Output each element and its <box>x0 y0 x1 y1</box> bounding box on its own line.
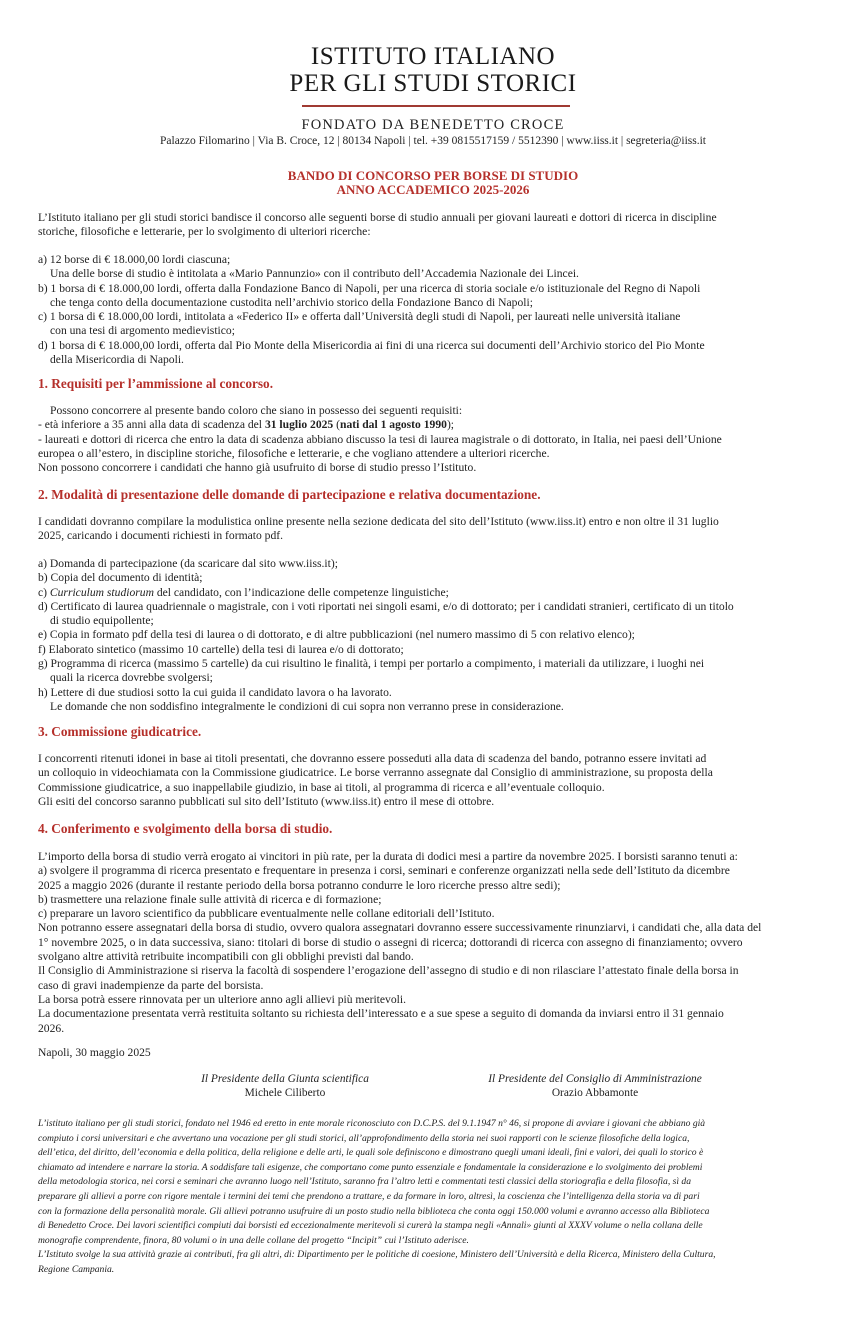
doc-item: b) Copia del documento di identità; <box>38 571 203 585</box>
s1-requirement-age <box>38 418 830 432</box>
doc-item: a) Domanda di partecipazione (da scaricare dal sito www.iiss.it); <box>38 557 338 570</box>
section-2-documents <box>38 557 830 714</box>
s3-line: un colloquio in videochiamata con la Commissione giudicatrice. Le borse verranno assegnate dal Consiglio di amministrazione, su proposta della <box>38 766 713 780</box>
footer-line: dell’etica, del diritto, dell’economia e della politica, della religione e delle arti, le quali sole definiscono e dimostrano quegli umani ideali, fini e valori, dei quali lo storico è <box>38 1147 704 1159</box>
paren-open: ( <box>333 418 340 432</box>
section-2-heading: 2. Modalità di presentazione delle domande di partecipazione e relativa documentazione. <box>38 487 541 502</box>
signature-left <box>140 1072 430 1100</box>
footer-line: chiamato ad intendere e narrare la storia. A soddisfare tali esigenze, che comportano come punto essenziale e fondamentale la considerazione e lo svolgimento dei problemi <box>38 1161 703 1173</box>
footer-line: di Benedetto Croce. Dei lavori scientifici compiuti dai borsisti ed eccezionalmente meritevoli si curerà la stampa negli «Annali» giunti al XXXV volume o nella collana delle <box>38 1220 703 1232</box>
grant-item: d) 1 borsa di € 18.000,00 lordi, offerta dal Pio Monte della Misericordia ai fini di una ricerca sui documenti dell’Archivio storico del Pio Monte <box>38 338 705 352</box>
s1-exclusion: Non possono concorrere i candidati che hanno già usufruito di borse di studio presso l’Istituto. <box>38 461 477 475</box>
grant-item: c) 1 borsa di € 18.000,00 lordi, intitolata a «Federico II» e offerta dall’Università degli studi di Napoli, per laureati nelle università italiane <box>38 310 681 324</box>
doc-item-cont: quali la ricerca dovrebbe svolgersi; <box>50 671 213 685</box>
section-1-body <box>38 404 830 475</box>
institute-name-line2: PER GLI STUDI STORICI <box>289 70 577 97</box>
signature-right <box>440 1072 750 1100</box>
s4-line: La borsa potrà essere rinnovata per un ulteriore anno agli allievi più meritevoli. <box>38 992 406 1006</box>
s4-line: La documentazione presentata verrà restituita soltanto su richiesta dell’interessato e a sue spese a seguito di domanda da inviarsi entro il 31 gennaio <box>38 1007 724 1021</box>
footer-line: L’istituto italiano per gli studi storici, fondato nel 1946 ed eretto in ente morale riconosciuto con D.C.P.S. del 9.1.1947 n° 46, si propone di avviare i giovani che abbiano già <box>38 1118 706 1129</box>
doc-title-line2: ANNO ACCADEMICO 2025-2026 <box>336 182 530 197</box>
footer-line: della metodologia storica, nei corsi e seminari che avranno luogo nell’Istituto, saranno fra l’altro letti e commentati testi classici della storiografia e della filosofia, sì da <box>38 1176 692 1188</box>
footer-note <box>38 1117 830 1278</box>
grant-item-cont: Una delle borse di studio è intitolata a «Mario Pannunzio» con il contributo dell’Accademia Nazionale dei Lincei. <box>50 267 579 281</box>
doc-item: f) Elaborato sintetico (massimo 10 cartelle) della tesi di laurea e/o di dottorato; <box>38 642 404 656</box>
s3-line: Gli esiti del concorso saranno pubblicati sul sito dell’Istituto (www.iiss.it) entro il mese di ottobre. <box>38 794 495 808</box>
signature-right-role: Il Presidente del Consiglio di Amministrazione <box>488 1073 702 1085</box>
s4-line: c) preparare un lavoro scientifico da pubblicare eventualmente nelle collane editoriali dell’Istituto. <box>38 907 495 921</box>
institute-name-line1: ISTITUTO ITALIANO <box>310 43 556 70</box>
footer-line: preparare gli allievi a porre con rigore mentale i termini dei temi che prendono a trattare, e da formare in loro, altresì, la coscienza che l’intelligenza della storia va di pari <box>38 1190 700 1202</box>
section-4-heading: 4. Conferimento e svolgimento della borsa di studio. <box>38 821 333 836</box>
footer-line: con la formazione della personalità morale. Gli allievi potranno usufruire di un posto studio nella biblioteca che conta oggi 150.000 volumi e avranno accesso alla Biblioteca <box>38 1205 710 1217</box>
contact-address: Palazzo Filomarino | Via B. Croce, 12 | 80134 Napoli | tel. +39 0815517159 / 5512390 | www.iiss.it | segreteria@iiss.it <box>160 135 706 147</box>
section-1-heading: 1. Requisiti per l’ammissione al concorso. <box>38 376 274 391</box>
grant-item: a) 12 borse di € 18.000,00 lordi ciascuna; <box>38 253 231 266</box>
doc-c-prefix: c) <box>38 585 50 599</box>
grant-item-cont: della Misericordia di Napoli. <box>50 353 184 367</box>
signature-right-name: Orazio Abbamonte <box>551 1087 639 1099</box>
grants-list <box>38 253 830 367</box>
grant-item-cont: con una tesi di argomento medievistico; <box>50 324 235 338</box>
footer-line: Regione Campania. <box>38 1263 115 1275</box>
footer-line: L’Istituto svolge la sua attività grazie ai contributi, fra gli altri, di: Dipartimento per le politiche di coesione, Ministero dell’Università e della Ricerca, Ministero della Cultura, <box>38 1249 716 1261</box>
section-3-body <box>38 752 830 809</box>
s1-requirement-degree-cont: europea o all’estero, in discipline storiche, filosofiche e letterarie, e che vogliano attendere a ulteriori ricerche. <box>38 446 550 460</box>
s4-line: Il Consiglio di Amministrazione si riserva la facoltà di sospendere l’erogazione dell’assegno di studio e di non rilasciare l’attestato finale della borsa in <box>38 964 739 978</box>
place-date: Napoli, 30 maggio 2025 <box>38 1046 151 1059</box>
s4-line: 2025 a maggio 2026 (durante il restante periodo della borsa potranno condurre le loro ricerche presso altre sedi); <box>38 878 561 892</box>
s4-line: Non potranno essere assegnatari della borsa di studio, ovvero qualora assegnatari dovranno essere successivamente rinunziarvi, i candidati che, alla data del <box>38 921 762 935</box>
doc-item: h) Lettere di due studiosi sotto la cui guida il candidato lavora o ha lavorato. <box>38 685 392 699</box>
s4-line: a) svolgere il programma di ricerca presentato e frequentare in presenza i corsi, seminari e conferenze organizzati nella sede dell’Istituto da dicembre <box>38 864 730 878</box>
intro-line: storiche, filosofiche e letterarie, per lo svolgimento di ulteriori ricerche: <box>38 225 371 239</box>
s4-line: caso di gravi inadempienze da parte del borsista. <box>38 978 264 992</box>
s4-line: 1° novembre 2025, o in data successiva, siano: titolari di borse di studio o assegni di ricerca; dottorandi di ricerca con assegno di finanziamento; ovvero <box>38 935 743 949</box>
doc-item: e) Copia in formato pdf della tesi di laurea o di dottorato, e di altre pubblicazioni (nel numero massimo di 5 con relativo elenco); <box>38 628 635 642</box>
grant-item: b) 1 borsa di € 18.000,00 lordi, offerta dalla Fondazione Banco di Napoli, per una ricerca di storia sociale e/o istituzionale del Regno di Napoli <box>38 281 701 295</box>
s2-line: 2025, caricando i documenti richiesti in formato pdf. <box>38 529 284 543</box>
intro-paragraph <box>38 211 830 240</box>
doc-title-line1: BANDO DI CONCORSO PER BORSE DI STUDIO <box>287 168 579 183</box>
doc-note: Le domande che non soddisfino integralmente le condizioni di cui sopra non verranno prese in considerazione. <box>50 699 564 713</box>
s3-line: Commissione giudicatrice, a suo inappellabile giudizio, in base ai titoli, al programma di ricerca e all’eventuale colloquio. <box>38 780 605 794</box>
curriculum-term: Curriculum studiorum <box>49 585 154 599</box>
doc-item <box>38 586 830 600</box>
s4-line: L’importo della borsa di studio verrà erogato ai vincitori in più rate, per la durata di dodici mesi a partire da novembre 2025. I borsisti saranno tenuti a: <box>38 850 738 863</box>
s3-line: I concorrenti ritenuti idonei in base ai titoli presentati, che dovranno essere posseduti alla data di scadenza del bando, potranno essere invitati ad <box>38 752 707 765</box>
signature-left-name: Michele Ciliberto <box>244 1087 326 1099</box>
doc-item-cont: di studio equipollente; <box>50 614 154 628</box>
header-divider <box>302 105 570 107</box>
grant-item-cont: che tenga conto della documentazione custodita nell’archivio storico della Fondazione Banco di Napoli; <box>50 295 533 309</box>
doc-c-rest: del candidato, con l’indicazione delle competenze linguistiche; <box>153 585 449 599</box>
paren-close: ); <box>446 418 455 432</box>
signature-left-role: Il Presidente della Giunta scientifica <box>201 1073 369 1085</box>
section-3-heading: 3. Commissione giudicatrice. <box>38 724 202 739</box>
footer-line: compiuto i corsi universitari e che avvertano una vocazione per gli studi storici, all’approfondimento della storia nei suoi rapporti con le scienze filosofiche della logica, <box>38 1132 690 1144</box>
birth-cutoff: nati dal 1 agosto 1990 <box>340 418 447 432</box>
s4-line: 2026. <box>38 1021 65 1035</box>
s1-requirement-degree: - laureati e dottori di ricerca che entro la data di scadenza abbiano discusso la tesi di laurea magistrale o di dottorato, in Italia, nei paesi dell’Unione <box>38 432 722 446</box>
age-text: - età inferiore a 35 anni alla data di scadenza del <box>38 418 265 432</box>
s4-line: svolgano altre attività retribuite incompatibili con gli obblighi previsti dal bando. <box>38 950 414 964</box>
section-2-intro <box>38 515 830 544</box>
section-4-body <box>38 850 830 1036</box>
s4-line: b) trasmettere una relazione finale sulle attività di ricerca e di formazione; <box>38 892 382 906</box>
founded-by: FONDATO DA BENEDETTO CROCE <box>301 117 565 133</box>
footer-line: monografie comprendente, finora, 80 volumi o in una delle collane del progetto “Incipit” cui l’Istituto aderisce. <box>38 1234 469 1246</box>
doc-item: g) Programma di ricerca (massimo 5 cartelle) da cui risultino le finalità, i tempi per portarlo a compimento, i materiali da utilizzare, i luoghi nei <box>38 657 705 671</box>
s2-line: I candidati dovranno compilare la modulistica online presente nella sezione dedicata del sito dell’Istituto (www.iiss.it) entro e non oltre il 31 luglio <box>38 515 719 528</box>
deadline-date: 31 luglio 2025 <box>264 418 334 432</box>
doc-item: d) Certificato di laurea quadriennale o magistrale, con i voti riportati nei singoli esami, e/o di dottorato; per i candidati stranieri, certificato di un titolo <box>38 599 734 613</box>
s1-intro: Possono concorrere al presente bando coloro che siano in possesso dei seguenti requisiti: <box>50 404 463 417</box>
intro-line: L’Istituto italiano per gli studi storici bandisce il concorso alle seguenti borse di studio annuali per giovani laureati e dottori di ricerca in discipline <box>38 211 717 224</box>
